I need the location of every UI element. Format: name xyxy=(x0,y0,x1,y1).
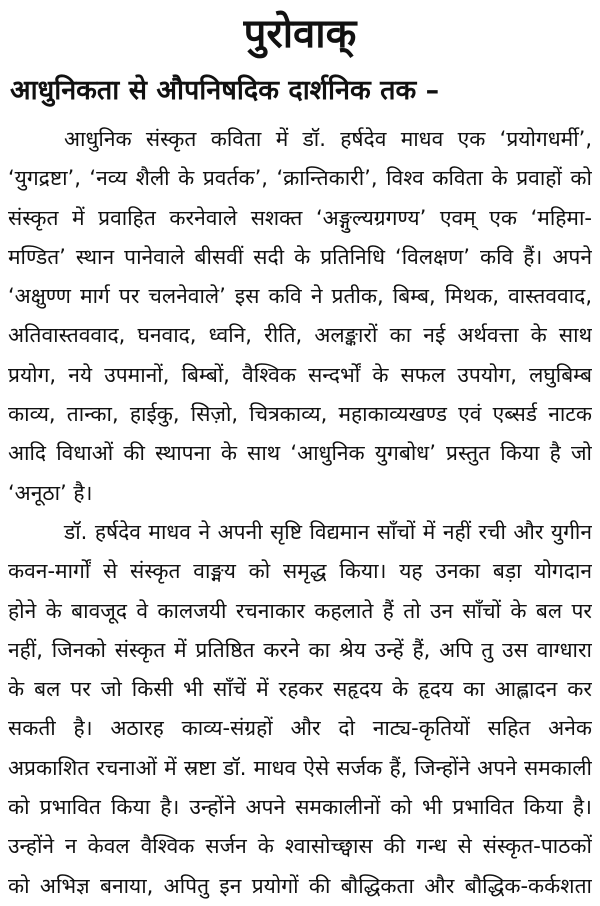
text-line: होने के बावजूद वे कालजयी रचनाकार कहलाते हैं तो उन साँचों के बल पर xyxy=(8,598,592,623)
text-line: ‘अनूठा’ है। xyxy=(8,480,93,505)
text-line: आदि विधाओं की स्थापना के साथ ‘आधुनिक युगबोध’ प्रस्तुत किया है जो xyxy=(8,441,592,466)
text-line: डॉ. हर्षदेव माधव ने अपनी सृष्टि विद्यमान साँचों में नहीं रची और युगीन xyxy=(64,519,592,544)
text-line: काव्य, तान्का, हाईकु, सिज़ो, चित्रकाव्य, महाकाव्यखण्ड एवं एब्सर्ड नाटक xyxy=(8,402,592,427)
text-line: को अभिज्ञ बनाया, अपितु इन प्रयोगों की बौद्धिकता और बौद्धिक-कर्कशता xyxy=(8,873,592,898)
text-line: के बल पर जो किसी भी साँचें में रहकर सहृदय के हृदय का आह्लादन कर xyxy=(8,677,592,702)
text-line: प्रयोग, नये उपमानों, बिम्बों, वैश्विक सन्दर्भों के सफल उपयोग, लघुबिम्ब xyxy=(8,362,592,387)
text-line: अतिवास्तववाद, घनवाद, ध्वनि, रीति, अलङ्कारों का नई अर्थवत्ता के साथ xyxy=(8,323,592,348)
text-line: नहीं, जिनको संस्कृत में प्रतिष्ठित करने का श्रेय उन्हें हैं, अपि तु उस वाग्धारा xyxy=(8,637,592,662)
text-line: उन्होंने न केवल वैश्विक सर्जन के श्वासोच्छ्वास की गन्ध से संस्कृत-पाठकों xyxy=(8,834,592,859)
body-text xyxy=(8,120,592,906)
text-line: सकती है। अठारह काव्य-संग्रहों और दो नाट्य-कृतियों सहित अनेक xyxy=(8,716,592,741)
page-title: पुरोवाक् xyxy=(243,11,357,57)
text-line: अप्रकाशित रचनाओं में स्रष्टा डॉ. माधव ऐसे सर्जक हैं, जिन्होंने अपने समकाली xyxy=(8,755,592,780)
text-line: ‘अक्षुण्ण मार्ग पर चलनेवाले’ इस कवि ने प्रतीक, बिम्ब, मिथक, वास्तववाद, xyxy=(8,284,592,309)
text-line: मण्डित’ स्थान पानेवाले बीसवीं सदी के प्रतिनिधि ‘विलक्षण’ कवि हैं। अपने xyxy=(8,244,592,269)
text-line: को प्रभावित किया है। उन्होंने अपने समकालीनों को भी प्रभावित किया है। xyxy=(8,795,592,820)
text-line: ‘युगद्रष्टा’, ‘नव्य शैली के प्रवर्तक’, ‘क्रान्तिकारी’, विश्व कविता के प्रवाहों को xyxy=(8,166,592,191)
section-heading: आधुनिकता से औपनिषदिक दार्शनिक तक – xyxy=(10,75,440,106)
text-line: संस्कृत में प्रवाहित करनेवाले सशक्त ‘अङ्गुल्यग्रगण्य’ एवम् एक ‘महिमा- xyxy=(8,205,592,230)
text-line: कवन-मार्गों से संस्कृत वाङ्मय को समृद्ध किया। यह उनका बड़ा योगदान xyxy=(8,559,592,584)
text-line: आधुनिक संस्कृत कविता में डॉ. हर्षदेव माधव एक ‘प्रयोगधर्मी’, xyxy=(64,127,592,151)
